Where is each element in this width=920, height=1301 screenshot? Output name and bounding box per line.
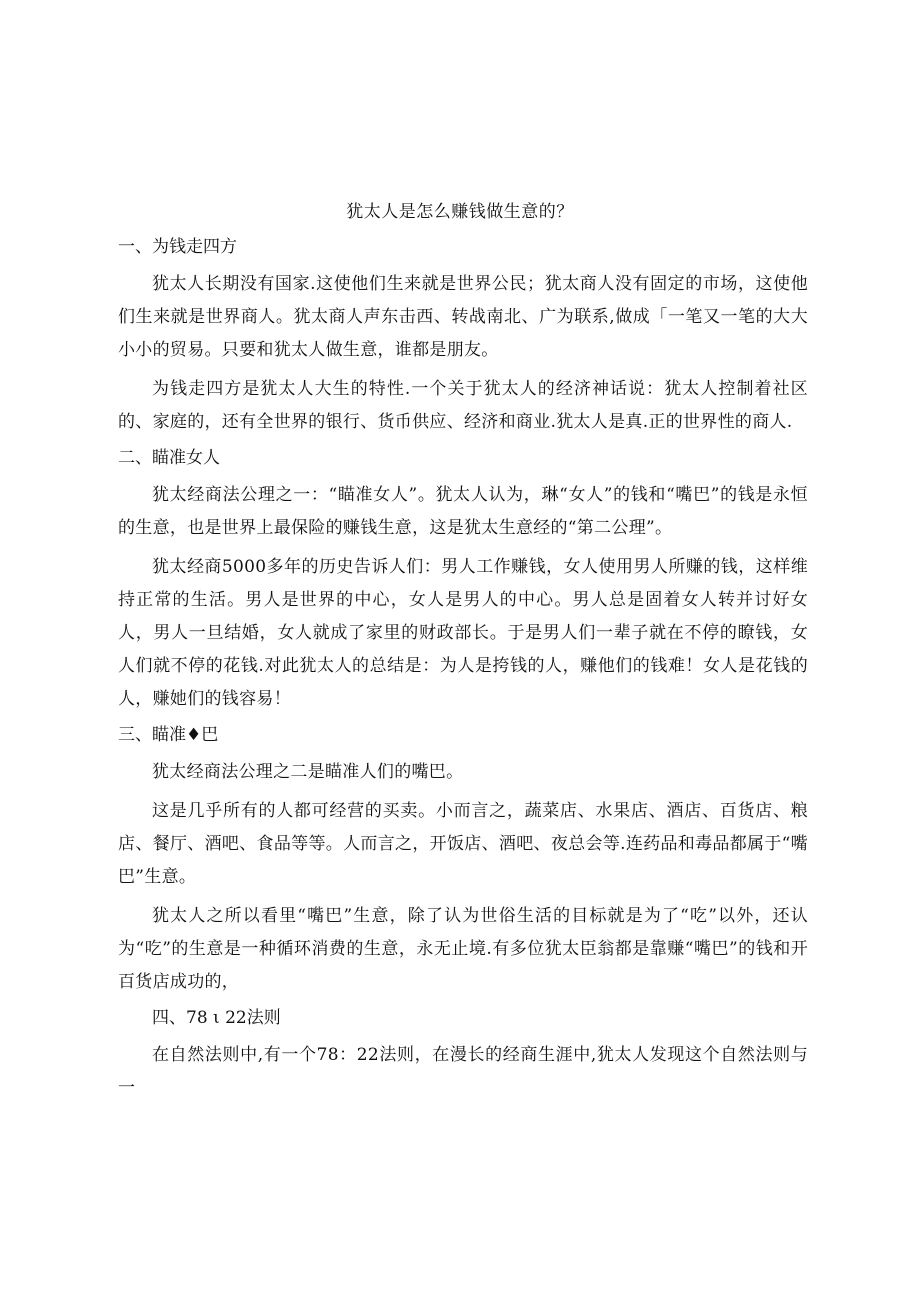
paragraph: 犹太经商法公理之一：“瞄准女人”。犹太人认为，琳“女人”的钱和“嘴巴”的钱是永恒的生意，也是世界上最保险的赚钱生意，这是犹太生意经的“第二公理”。: [118, 485, 808, 538]
paragraph: 这是几乎所有的人都可经营的买卖。小而言之，蔬菜店、水果店、酒店、百货店、粮店、餐厅、酒吧、食品等等。人而言之，开饭店、酒吧、夜总会等.连药品和毒品都属于“嘴巴”生意。: [118, 801, 808, 887]
section-heading: 四、78 ι 22法则: [152, 1008, 281, 1028]
paragraph: 犹太经商5000多年的历史告诉人们：男人工作赚钱，女人使用男人所赚的钱，这样维持正常的生活。男人是世界的中心，女人是男人的中心。男人总是固着女人转并讨好女人，男人一旦结婚，女人就成了家里的财政部长。于是男人们一辈子就在不停的瞭钱，女人们就不停的花钱.对此犹太人的总结是：为人是挎钱的人，赚他们的钱难！女人是花钱的人，赚她们的钱容易！: [118, 557, 808, 709]
paragraph: 犹太人长期没有国家.这使他们生来就是世界公民；犹太商人没有固定的市场，这使他们生来就是世界商人。犹太商人声东击西、转战南北、广为联系,做成「一笔又一笔的大大小小的贸易。只要和犹太人做生意，谁都是朋友。: [118, 274, 808, 360]
section-heading: 三、瞄准♦巴: [118, 725, 219, 745]
paragraph: 在自然法则中,有一个78：22法则，在漫长的经商生涯中,犹太人发现这个自然法则与一: [118, 1045, 808, 1098]
section-heading: 二、瞄准女人: [118, 448, 220, 468]
paragraph: 犹太经商法公理之二是瞄准人们的嘴巴。: [152, 762, 464, 782]
section-heading: 一、为钱走四方: [118, 237, 237, 257]
paragraph: 犹太人之所以看里“嘴巴”生意，除了认为世俗生活的目标就是为了“吃”以外，还认为“吃”的生意是一种循环消费的生意，永无止境.有多位犹太臣翁都是靠赚“嘴巴”的钱和开百货店成功的，: [118, 906, 808, 992]
paragraph: 为钱走四方是犹太人大生的特性.一个关于犹太人的经济神话说：犹太人控制着社区的、家庭的，还有全世界的银行、货币供应、经济和商业.犹太人是真.正的世界性的商人.: [118, 379, 808, 432]
document-title: 犹太人是怎么赚钱做生意的？: [346, 202, 574, 222]
document-body: [118, 234, 808, 1111]
